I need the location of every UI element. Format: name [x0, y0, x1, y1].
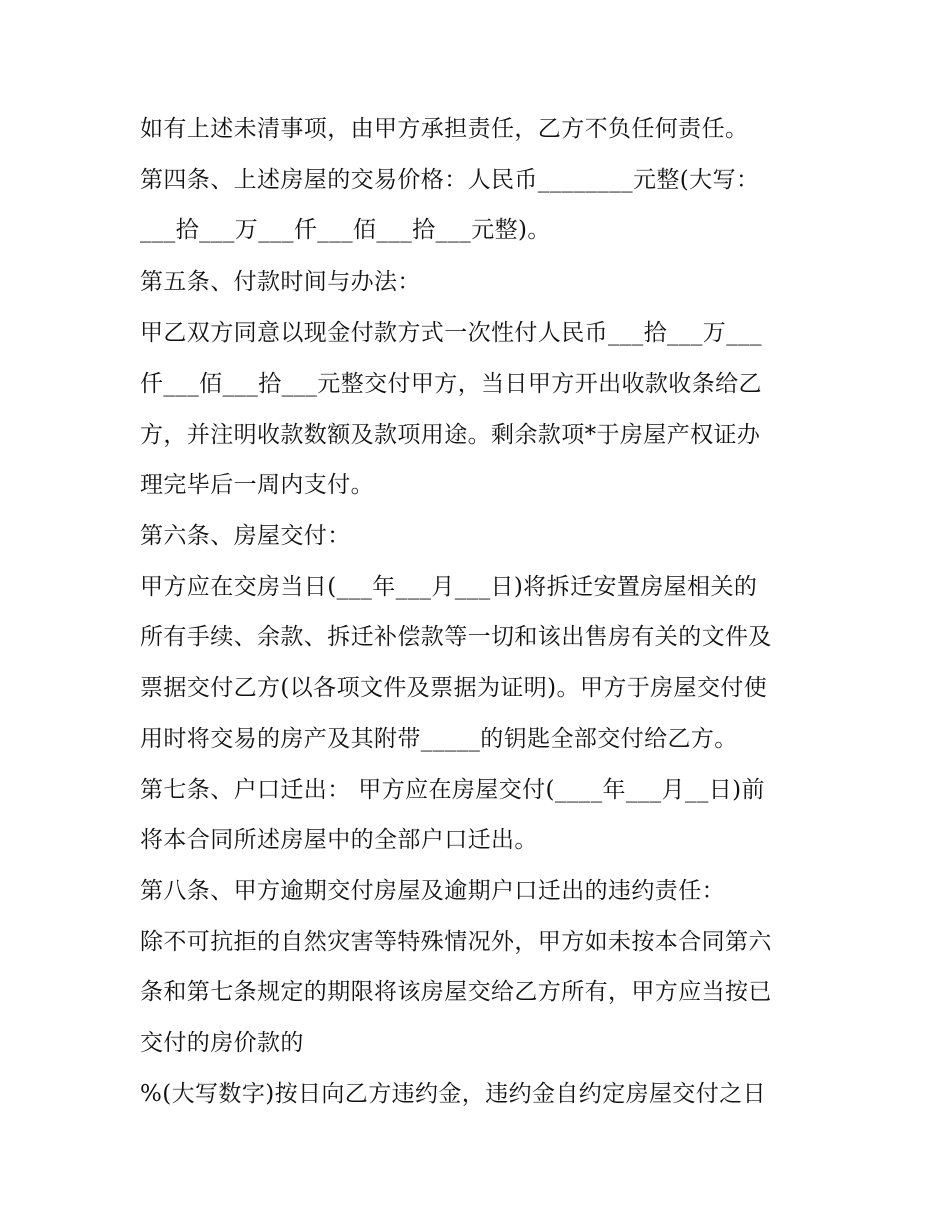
text-line-19: 交付的房价款的 — [140, 1030, 304, 1056]
text-line-9: 第六条、房屋交付： — [140, 523, 351, 549]
text-line-7: 方，并注明收款数额及款项用途。剩余款项*于房屋产权证办 — [140, 422, 761, 448]
text-line-2: 第四条、上述房屋的交易价格：人民币________元整(大写： — [140, 167, 760, 193]
text-line-15: 将本合同所述房屋中的全部户口迁出。 — [140, 827, 538, 853]
text-line-5: 甲乙双方同意以现金付款方式一次性付人民币___拾___万___ — [140, 320, 762, 346]
text-line-14: 第七条、户口迁出： 甲方应在房屋交付(____年___月__日)前 — [140, 777, 765, 803]
text-line-4: 第五条、付款时间与办法： — [140, 269, 421, 295]
text-line-20: %(大写数字)按日向乙方违约金，违约金自约定房屋交付之日 — [140, 1081, 767, 1107]
text-line-16: 第八条、甲方逾期交付房屋及逾期户口迁出的违约责任： — [140, 878, 725, 904]
text-line-1: 如有上述未清事项，由甲方承担责任，乙方不负任何责任。 — [140, 116, 749, 142]
text-line-3: ___拾___万___仟___佰___拾___元整)。 — [140, 217, 551, 243]
text-line-8: 理完毕后一周内支付。 — [140, 472, 374, 498]
text-line-11: 所有手续、余款、拆迁补偿款等一切和该出售房有关的文件及 — [140, 624, 772, 650]
text-line-18: 条和第七条规定的期限将该房屋交给乙方所有，甲方应当按已 — [140, 979, 772, 1005]
text-line-10: 甲方应在交房当日(___年___月___日)将拆迁安置房屋相关的 — [140, 574, 758, 600]
text-line-6: 仟___佰___拾___元整交付甲方，当日甲方开出收款收条给乙 — [140, 371, 762, 397]
text-line-17: 除不可抗拒的自然灾害等特殊情况外，甲方如未按本合同第六 — [140, 929, 772, 955]
text-line-12: 票据交付乙方(以各项文件及票据为证明)。甲方于房屋交付使 — [140, 675, 768, 701]
text-line-13: 用时将交易的房产及其附带_____的钥匙全部交付给乙方。 — [140, 726, 738, 752]
